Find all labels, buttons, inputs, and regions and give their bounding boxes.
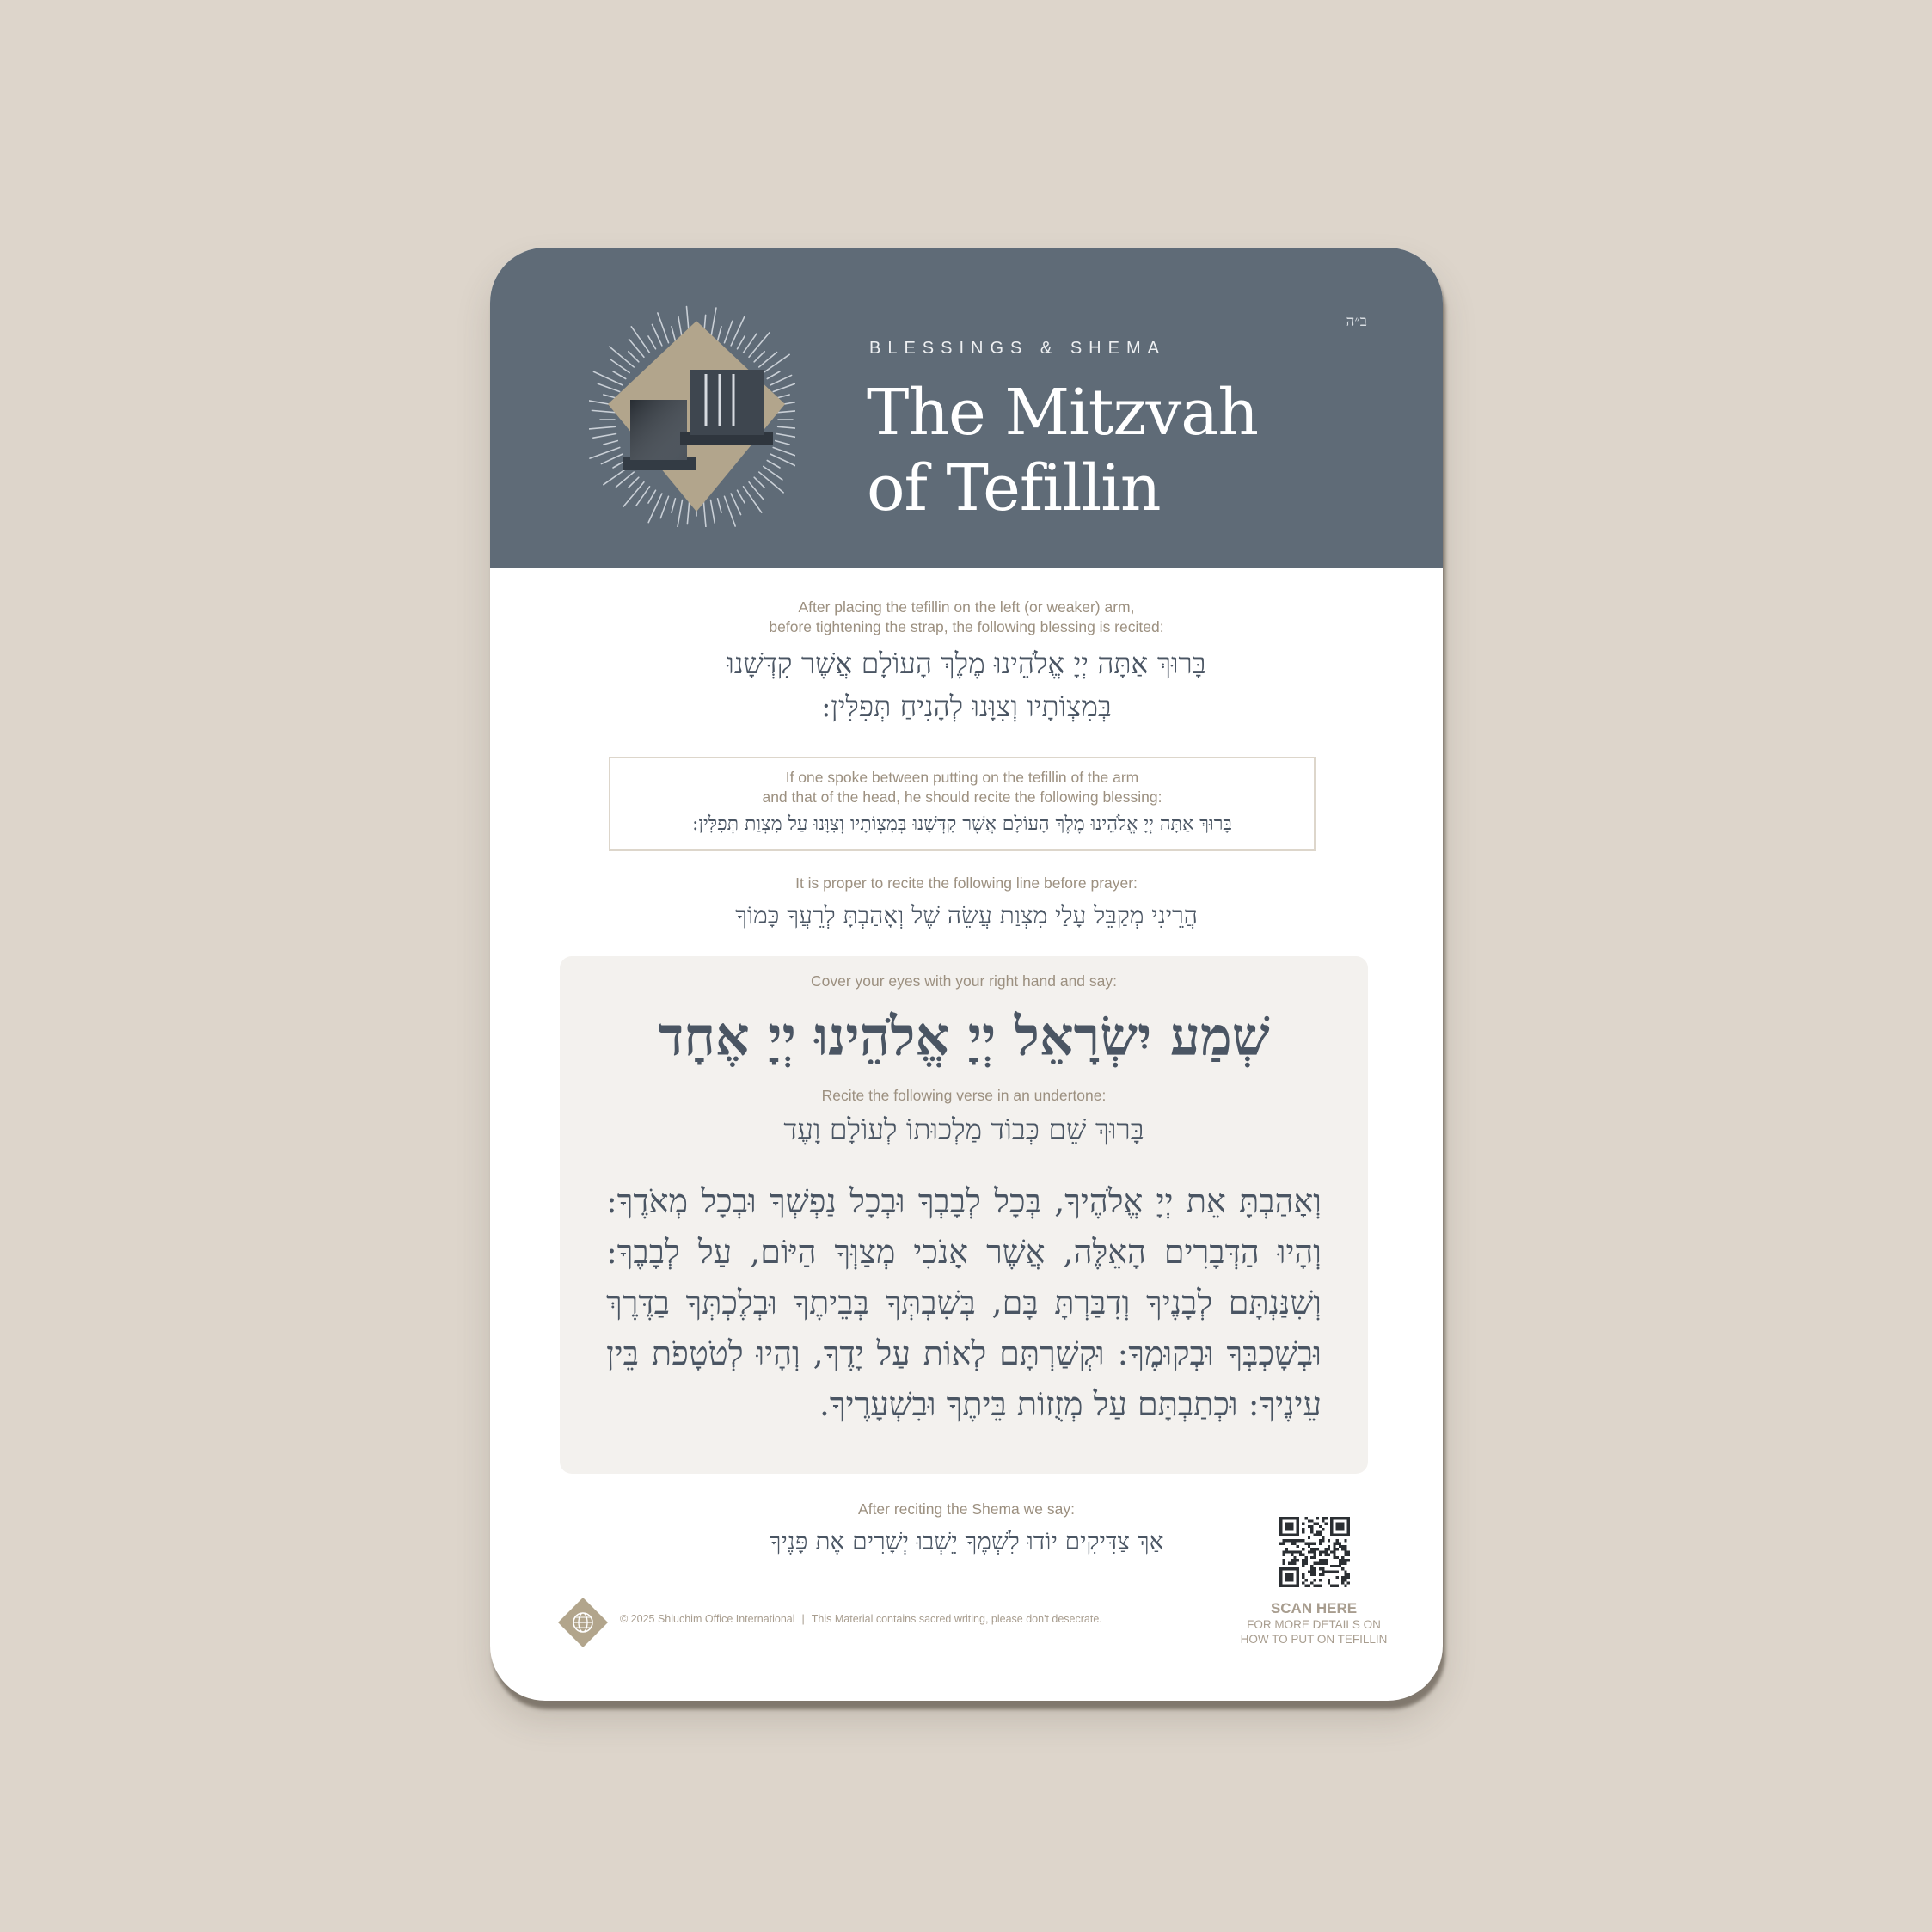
qr-code-icon[interactable] bbox=[1279, 1517, 1350, 1587]
before-prayer-hebrew: הֲרֵינִי מְקַבֵּל עָלַי מִצְוַת עֲשֵׂה שֶׁל וְאָהַבְתָּ לְרֵעֲךָ כָּמוֹךָ bbox=[735, 901, 1198, 929]
before-prayer-section bbox=[490, 874, 1443, 935]
footer-separator: | bbox=[801, 1613, 805, 1625]
after-shema-hebrew: אַךְ צַדִּיקִים יוֹדוּ לִשְׁמֶךָ יֵשְׁבוּ יְשָׁרִים אֶת פָּנֶיךָ bbox=[769, 1527, 1164, 1555]
after-shema-instruction: After reciting the Shema we say: bbox=[858, 1500, 1075, 1518]
title-line-2: of Tefillin bbox=[867, 451, 1161, 525]
undertone-hebrew: בָּרוּךְ שֵׁם כְּבוֹד מַלְכוּתוֹ לְעוֹלָם וָעֶד bbox=[783, 1113, 1144, 1146]
head-instruction-line-1: If one spoke between putting on the tefillin of the arm bbox=[785, 769, 1139, 786]
arm-blessing-hebrew-line-2: בְּמִצְוֹתָיו וְצִוָּנוּ לְהָנִיחַ תְּפִלִּין: bbox=[821, 690, 1112, 723]
head-blessing-hebrew: בָּרוּךְ אַתָּה יְיָ אֱלֹהֵינוּ מֶלֶךְ הָעוֹלָם אֲשֶׁר קִדְּשָׁנוּ בְּמִצְוֹתָיו וְצִוָּנוּ עַל מִצְוַת תְּפִלִּין: bbox=[691, 813, 1233, 835]
arm-blessing-section bbox=[490, 598, 1443, 728]
shema-paragraph: וְאָהַבְתָּ אֵת יְיָ אֱלֹהֶיךָ, בְּכָל לְבָבְךָ וּבְכָל נַפְשְׁךָ וּבְכָל מְאֹדֶךָ: וְהָיוּ הַדְּבָרִים הָאֵלֶּה, אֲשֶׁר אָנֹכִי מְצַוְּךָ הַיּוֹם, עַל לְבָבֶךָ: וְשִׁנַּנְתָּם לְבָנֶיךָ וְדִבַּרְתָּ בָּם, בְּשִׁבְתְּךָ בְּבֵיתֶךָ וּבְלֶכְתְּךָ בַדֶּרֶךְ וּבְשָׁכְבְּךָ וּבְקוּמֶךָ: וּקְשַׁרְתָּם לְאוֹת עַל יָדֶךָ, וְהָיוּ לְטֹטָפֹת בֵּין עֵינֶיךָ: וּכְתַבְתָּם עַל מְזֻזוֹת בֵּיתֶךָ וּבִשְׁעָרֶיךָ. bbox=[606, 1182, 1322, 1423]
bh-mark: ב״ה bbox=[1346, 313, 1367, 330]
tefillin-card bbox=[490, 248, 1443, 1701]
header-eyebrow: BLESSINGS & SHEMA bbox=[869, 339, 1166, 358]
page-title bbox=[867, 375, 1297, 526]
arm-instruction-line-2: before tightening the strap, the following blessing is recited: bbox=[769, 618, 1164, 635]
undertone-instruction: Recite the following verse in an undertone: bbox=[821, 1087, 1107, 1104]
globe-logo-icon bbox=[557, 1597, 609, 1648]
tefillin-emblem-icon bbox=[589, 304, 795, 527]
copyright-text: © 2025 Shluchim Office International bbox=[620, 1613, 795, 1625]
scan-line-1: FOR MORE DETAILS ON bbox=[1247, 1618, 1381, 1631]
title-line-1: The Mitzvah bbox=[867, 376, 1259, 450]
shema-main-line: שְׁמַע יִשְׂרָאֵל יְיָ אֱלֹהֵינוּ יְיָ אֶחָד bbox=[658, 1005, 1270, 1068]
head-blessing-note bbox=[609, 757, 1316, 851]
shema-top bbox=[560, 972, 1368, 1151]
scan-title: SCAN HERE bbox=[1270, 1600, 1358, 1616]
before-prayer-instruction: It is proper to recite the following line before prayer: bbox=[795, 874, 1138, 892]
sacred-notice: This Material contains sacred writing, please don't desecrate. bbox=[811, 1613, 1102, 1625]
arm-instruction-line-1: After placing the tefillin on the left (or weaker) arm, bbox=[798, 598, 1135, 616]
footer-legal bbox=[620, 1613, 1102, 1625]
scan-line-2: HOW TO PUT ON TEFILLIN bbox=[1240, 1633, 1388, 1646]
shema-instruction: Cover your eyes with your right hand and say: bbox=[810, 972, 1117, 990]
scan-cta bbox=[1228, 1600, 1400, 1647]
arm-blessing-hebrew-line-1: בָּרוּךְ אַתָּה יְיָ אֱלֹהֵינוּ מֶלֶךְ הָעוֹלָם אֲשֶׁר קִדְּשָׁנוּ bbox=[727, 647, 1206, 680]
card-header bbox=[490, 248, 1443, 568]
head-instruction-line-2: and that of the head, he should recite the following blessing: bbox=[762, 788, 1162, 806]
